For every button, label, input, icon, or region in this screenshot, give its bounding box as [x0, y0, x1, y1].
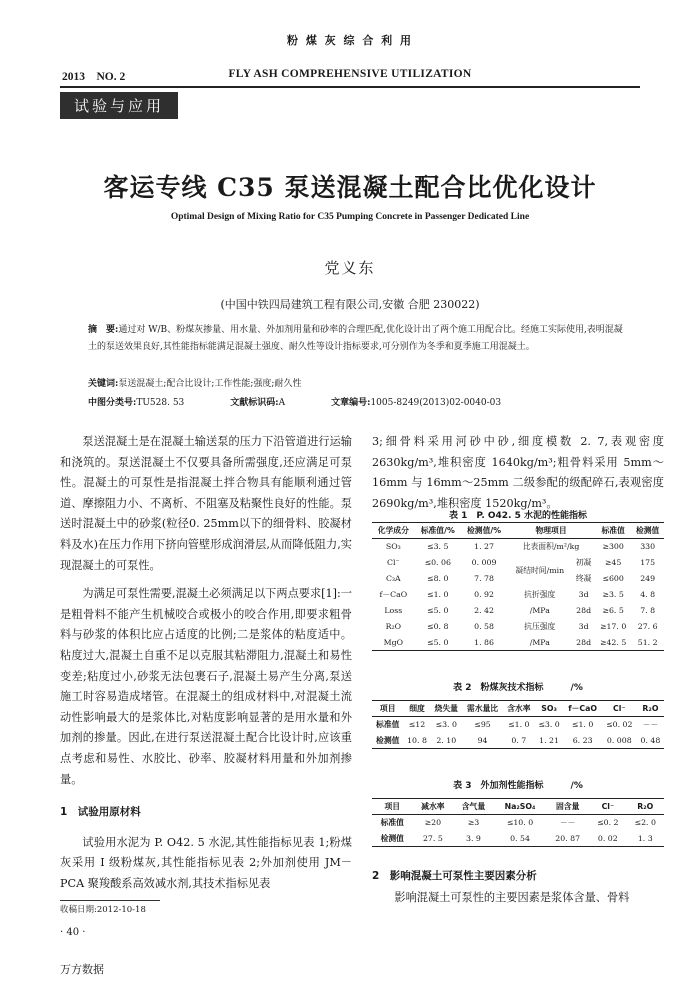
abstract-text: 通过对 W/B、粉煤灰掺量、用水量、外加剂用量和砂率的合理匹配,优化设计出了两个施工用配合比。经施工实际使用,表明混凝土的泵送效果良好,其性能指标能满足混凝土强度、耐久性等设计指标要求,可分别作为冬季和夏季施工用混凝土。 — [88, 325, 623, 352]
keywords-label: 关键词: — [88, 379, 119, 389]
table-cell: 1. 3 — [637, 833, 653, 843]
table-cell: f－CaO — [379, 590, 408, 599]
table-cell: ≤10. 0 — [506, 818, 534, 828]
table-cell: 0. 7 — [511, 735, 527, 745]
table-header: 化学成分 — [377, 526, 409, 535]
header-rule — [60, 86, 640, 88]
table-cell: /MPa — [529, 637, 550, 647]
table-cell: 0. 009 — [471, 558, 497, 567]
table-cell: ≤1. 0 — [427, 590, 449, 599]
table-cell: 27. 5 — [422, 833, 443, 843]
table-cell: －－ — [559, 818, 576, 828]
table-row — [372, 733, 664, 749]
table-cell: ≤1. 0 — [571, 720, 594, 730]
body-paragraph: 试验用水泥为 P. O42. 5 水泥,其性能指标见表 1;粉煤灰采用 I 级粉煤灰,其性能指标见表 2;外加剂使用 JM－PCA 聚羧酸系高效减水剂,其技术指标见表 — [60, 835, 352, 890]
table-cell: 175 — [640, 558, 656, 567]
table-cell: 249 — [640, 574, 656, 583]
received-date: 收稿日期:2012-10-18 — [60, 905, 146, 915]
table2-caption: 表 2 粉煤灰技术指标 /% — [453, 683, 583, 693]
table-cell: 3. 9 — [466, 833, 481, 843]
table-row — [372, 717, 664, 733]
table-header: 物理项目 — [535, 526, 567, 535]
table-header: 检测值 — [635, 526, 660, 535]
table2 — [372, 700, 664, 749]
table-cell: 94 — [477, 735, 488, 745]
table-cell: ≤0. 02 — [606, 720, 633, 730]
table-cell: 2. 10 — [436, 735, 457, 745]
table-header-row — [372, 799, 664, 815]
table-cell: 2. 42 — [474, 606, 494, 615]
table-cell: 0. 54 — [510, 833, 530, 843]
table-cell: ≤3. 5 — [427, 542, 449, 552]
table-header: 标准值/% — [420, 526, 455, 535]
table-cell: 比表面积/m²/kg — [522, 542, 580, 552]
table-header: SO₃ — [541, 704, 557, 713]
table-cell: 1. 86 — [474, 637, 494, 647]
table-cell: ≤5. 0 — [427, 637, 449, 647]
article-no-value: 1005-8249(2013)02-0040-03 — [370, 398, 502, 408]
table-cell: 28d — [576, 606, 592, 615]
table-cell: ≥45 — [604, 558, 622, 567]
table-cell: 1. 27 — [474, 542, 494, 552]
table-header: Cl⁻ — [601, 802, 615, 811]
table-cell: ≤2. 0 — [634, 818, 656, 828]
table-cell: 抗压强度 — [524, 622, 556, 631]
table-row — [372, 587, 664, 603]
table-cell: 检测值 — [376, 735, 400, 745]
page-number: · 40 · — [60, 927, 86, 938]
right-column — [372, 432, 664, 514]
table-cell: 检测值 — [380, 833, 404, 843]
clc-value: TU528. 53 — [136, 398, 185, 408]
table-cell: ≤0. 8 — [427, 622, 449, 631]
table-cell: 标准值 — [376, 720, 400, 730]
footnote-rule — [60, 900, 160, 901]
table-cell: 6. 23 — [572, 735, 593, 745]
article-title-en: Optimal Design of Mixing Ratio for C35 Pumping Concrete in Passenger Dedicated Line — [170, 212, 530, 222]
keywords — [88, 376, 624, 393]
table-cell: ≤8. 0 — [427, 574, 449, 583]
classification-line — [88, 395, 624, 412]
section-heading-2: 2 影响混凝土可泵性主要因素分析 — [372, 870, 537, 882]
table-cell: ≥42. 5 — [599, 637, 627, 647]
table-header: Na₂SO₄ — [504, 802, 536, 811]
table-cell: 7. 8 — [640, 606, 656, 615]
table-cell: ≥3. 5 — [602, 590, 624, 599]
table-header: 减水率 — [421, 802, 445, 811]
affiliation: (中国中铁四局建筑工程有限公司,安徽 合肥 230022) — [220, 298, 480, 311]
table-cell: 0. 92 — [474, 590, 494, 599]
table-cell: 20. 87 — [555, 833, 581, 843]
table-cell: 27. 6 — [637, 622, 658, 631]
table-cell: 4. 8 — [640, 590, 656, 599]
table-cell: 抗折强度 — [524, 590, 556, 599]
table1 — [372, 522, 664, 651]
table-cell: ≤95 — [474, 720, 491, 730]
doc-code-label: 文献标识码: — [230, 398, 279, 408]
article-no-label: 文章编号: — [331, 398, 371, 408]
table-cell: ≥6. 5 — [602, 606, 624, 615]
table-cell: 0. 02 — [597, 833, 618, 843]
table-cell: ≤1. 0 — [508, 720, 530, 730]
table-cell: 51. 2 — [637, 637, 658, 647]
article-title-cn: 客运专线 C35 泵送混凝土配合比优化设计 — [103, 173, 597, 202]
table-cell: ≥300 — [602, 542, 624, 552]
table-cell: 终凝 — [575, 574, 592, 583]
doc-code-value: A — [278, 398, 286, 408]
table-cell: 凝结时间/min — [515, 566, 565, 575]
table-cell: ≥17. 0 — [599, 622, 627, 631]
table-cell: ≤5. 0 — [427, 606, 449, 615]
table-cell: MgO — [383, 637, 403, 647]
table-cell: 初凝 — [575, 558, 592, 567]
table-row — [372, 815, 664, 831]
table-cell: ≥3 — [467, 818, 480, 828]
body-paragraph: 泵送混凝土是在混凝土输送泵的压力下沿管道进行运输和浇筑的。泵送混凝土不仅要具备所需强度,还应满足可泵性。混凝土的可泵性是指混凝土拌合物具有能顺利通过管道、摩擦阻力小、不离析、不阻塞及粘聚性良好的性能。泵送时混凝土中的砂浆(粒径0. 25mm以下的细骨料、胶凝材料及水)在压力作用下挤向管壁形成润滑层,从而降低阻力,实现混凝土的可泵性。 — [60, 435, 352, 572]
table-cell: ≥20 — [424, 818, 442, 828]
table-cell: 1. 21 — [539, 735, 559, 745]
table-cell: 10. 8 — [407, 735, 427, 745]
table-row — [372, 555, 664, 571]
body-paragraph: 影响混凝土可泵性的主要因素是浆体含量、骨料 — [394, 891, 630, 904]
table-cell: 0. 48 — [640, 735, 661, 745]
table-cell: 330 — [640, 542, 656, 552]
table-cell: 标准值 — [380, 818, 404, 828]
table-header: 含水率 — [507, 704, 531, 713]
table-row — [372, 603, 664, 619]
watermark: 万方数据 — [60, 963, 104, 976]
table-cell: C₃A — [385, 574, 401, 583]
journal-name-cn: 粉 煤 灰 综 合 利 用 — [287, 34, 413, 47]
table-cell: ≤3. 0 — [435, 720, 457, 730]
section-heading-1: 1 试验用原材料 — [60, 806, 141, 819]
table-cell: ≤12 — [408, 720, 426, 730]
abstract-label: 摘 要: — [88, 325, 119, 335]
section-tag: 试验与应用 — [60, 92, 178, 119]
table-cell: ≤0. 2 — [597, 818, 619, 828]
clc-label: 中图分类号: — [88, 398, 137, 408]
body-paragraph: 3;细骨料采用河砂中砂,细度模数 2. 7,表观密度 2630kg/m³,堆积密度 1640kg/m³;粗骨料采用 5mm～16mm 与 16mm～25mm 二级参配的级配碎石,表观密度 2690kg/m³,堆积密度 1520kg/m³。 — [372, 435, 664, 510]
table-cell: 3d — [578, 590, 589, 599]
abstract — [88, 322, 624, 356]
author: 党义东 — [324, 259, 376, 277]
year-issue: 2013 NO. 2 — [62, 71, 126, 83]
table-cell: ≤3. 0 — [538, 720, 560, 730]
table-header: Cl⁻ — [613, 704, 626, 713]
table-cell: 0. 008 — [606, 735, 632, 745]
table-cell: 7. 78 — [474, 574, 494, 583]
body-paragraph: 为满足可泵性需要,混凝土必须满足以下两点要求[1]:一是粗骨料不能产生机械咬合或极小的咬合作用,即要求粗骨料与砂浆的体积比应占适度的比例;二是浆体的粘度适中。粘度过大,混凝土自重不足以克服其粘滞阻力,混凝土和易性变差;粘度过小,砂浆无法包裹石子,混凝土易产生分离,泵送施工时容易造成堵管。在混凝土的组成材料中,对混凝土流动性影响最大的是浆体比,对粘度影响显著的是用水量和外加剂的掺量。因此,在进行泵送混凝土配合比设计时,应该重点考虑和易性、水胶比、砂率、胶凝材料用量和外加剂掺量。 — [60, 587, 352, 786]
table-header: 细度 — [409, 704, 425, 713]
table-header: 项目 — [379, 704, 396, 713]
table-header-row — [372, 701, 664, 717]
table-cell: R₂O — [385, 622, 401, 631]
table-cell: ≤0. 06 — [424, 558, 451, 567]
table-header: 检测值/% — [467, 526, 502, 535]
table-header: 需水量比 — [466, 704, 499, 713]
table-header: 标准值 — [601, 526, 625, 535]
table-header-row — [372, 523, 664, 539]
table-header: R₂O — [642, 704, 659, 713]
table-cell: Cl⁻ — [387, 558, 400, 567]
table3 — [372, 798, 664, 847]
table-cell: －－ — [642, 720, 659, 730]
table1-caption: 表 1 P. O42. 5 水泥的性能指标 — [448, 511, 587, 521]
table-header: f－CaO — [568, 704, 598, 713]
table-cell: ≤600 — [602, 574, 624, 583]
left-column — [60, 432, 352, 894]
table-row — [372, 831, 664, 847]
table-cell: SO₃ — [385, 542, 401, 552]
table-cell: 28d — [576, 637, 592, 647]
table-header: 固含量 — [555, 802, 580, 811]
table-row — [372, 539, 664, 555]
keywords-text: 泵送混凝土;配合比设计;工作性能;强度;耐久性 — [118, 379, 302, 389]
table3-caption: 表 3 外加剂性能指标 /% — [453, 781, 583, 791]
table-header: 项目 — [384, 802, 401, 811]
journal-name-en: FLY ASH COMPREHENSIVE UTILIZATION — [228, 68, 472, 80]
table-header: 含气量 — [461, 802, 486, 811]
table-header: R₂O — [637, 802, 654, 811]
table-cell: 0. 58 — [474, 622, 494, 631]
table-cell: 3d — [578, 622, 589, 631]
table-row — [372, 619, 664, 635]
table-row — [372, 635, 664, 651]
table-cell: /MPa — [529, 606, 550, 615]
table-header: 烧失量 — [434, 704, 458, 713]
table-cell: Loss — [384, 606, 403, 615]
